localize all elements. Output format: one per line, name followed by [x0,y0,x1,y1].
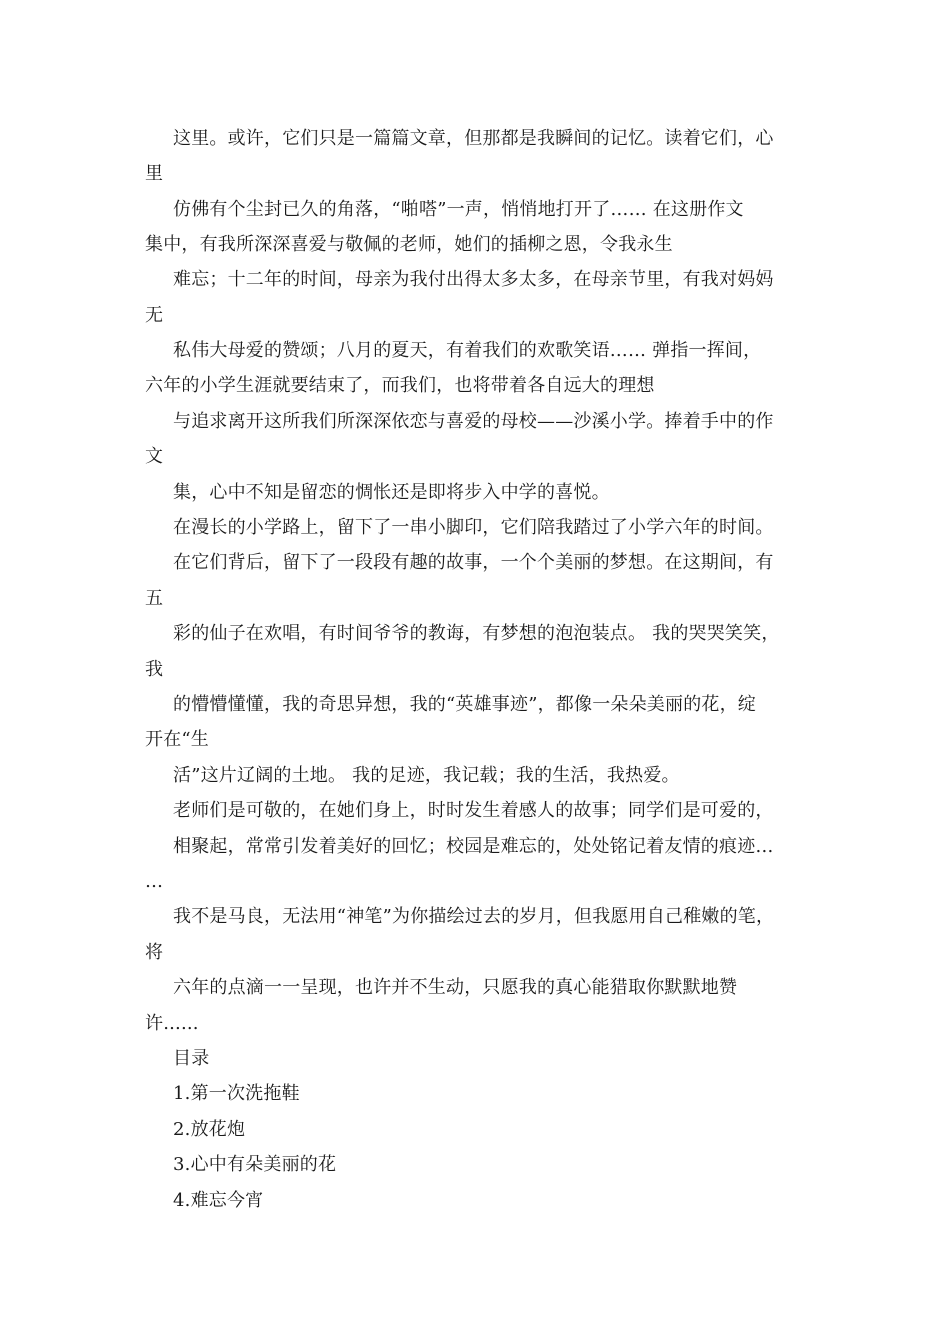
toc-title: 目录 [173,1048,210,1069]
text-line: 仿佛有个尘封已久的角落，“啪嗒”一声，悄悄地打开了…… 在这册作文 [173,199,744,220]
text-line: 集中，有我所深深喜爱与敬佩的老师，她们的插柳之恩，令我永生 [145,234,673,255]
text-line: 无 [145,305,164,326]
text-line: 我 [145,659,164,680]
text-line: 六年的点滴一一呈现，也许并不生动，只愿我的真心能猎取你默默地赞 [173,977,738,998]
text-line: 文 [145,446,164,467]
text-line: 彩的仙子在欢唱，有时间爷爷的教诲，有梦想的泡泡装点。 我的哭哭笑笑， [173,623,780,644]
text-line: 在它们背后，留下了一段段有趣的故事，一个个美丽的梦想。在这期间，有 [173,552,774,573]
text-line: 老师们是可敬的，在她们身上，时时发生着感人的故事；同学们是可爱的， [173,800,774,821]
toc-item: 3.心中有朵美丽的花 [173,1154,337,1175]
text-line: 私伟大母爱的赞颂；八月的夏天，有着我们的欢歌笑语…… 弹指一挥间， [173,340,762,361]
toc-item: 4.难忘今宵 [173,1190,264,1211]
text-line: 的懵懵懂懂，我的奇思异想，我的“英雄事迹”，都像一朵朵美丽的花，绽 [173,694,757,715]
text-line: 里 [145,163,164,184]
toc-item: 2.放花炮 [173,1119,246,1140]
text-line: … [145,871,164,892]
text-line: 与追求离开这所我们所深深依恋与喜爱的母校——沙溪小学。捧着手中的作 [173,411,774,432]
text-line: 集，心中不知是留恋的惆怅还是即将步入中学的喜悦。 [173,482,610,503]
text-line: 难忘；十二年的时间，母亲为我付出得太多太多，在母亲节里，有我对妈妈 [173,269,774,290]
text-line: 开在“生 [145,729,210,750]
text-line: 将 [145,942,164,963]
text-line: 六年的小学生涯就要结束了，而我们，也将带着各自远大的理想 [145,375,655,396]
text-line: 相聚起，常常引发着美好的回忆；校园是难忘的，处处铭记着友情的痕迹… [173,836,774,857]
text-line: 五 [145,588,164,609]
text-line: 我不是马良，无法用“神笔”为你描绘过去的岁月，但我愿用自己稚嫩的笔， [173,906,775,927]
text-line: 活”这片辽阔的土地。 我的足迹，我记载；我的生活，我热爱。 [173,765,680,786]
text-line: 许...... [145,1013,199,1034]
text-line: 在漫长的小学路上，留下了一串小脚印，它们陪我踏过了小学六年的时间。 [173,517,774,538]
text-line: 这里。或许，它们只是一篇篇文章，但那都是我瞬间的记忆。读着它们，心 [173,128,774,149]
toc-item: 1.第一次洗拖鞋 [173,1083,300,1104]
